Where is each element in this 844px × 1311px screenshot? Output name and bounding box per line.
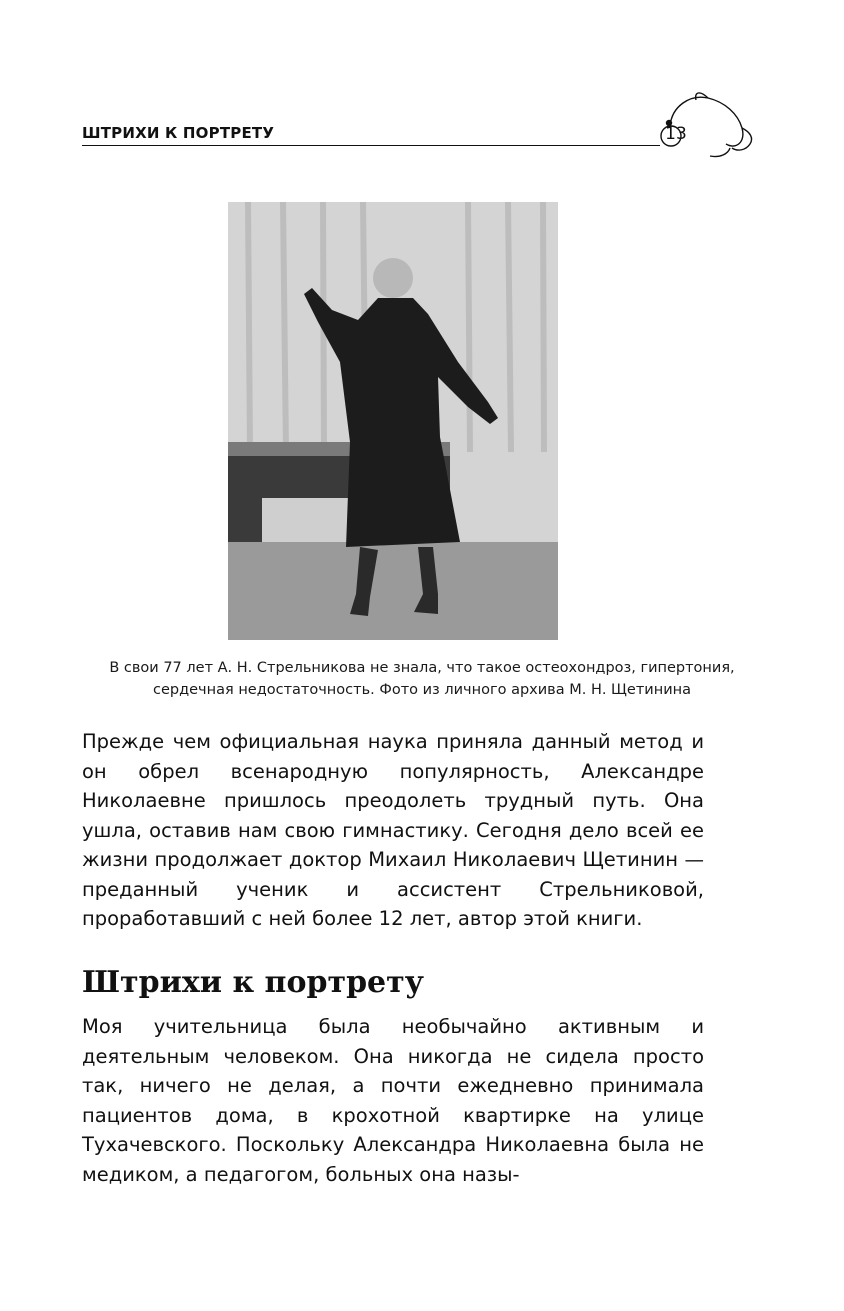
page-number: 13 <box>665 124 687 144</box>
body-paragraph-2: Моя учительница была необычайно активным и деятельным человеком. Она никогда не сидела просто так, ничего не делая, а почти ежедневно принимала пациентов дома, в крохотной квартирке на улице Тухачевского. Поскольку Александра Николаевна была не медиком, а педагогом, больных она назы- <box>82 1015 704 1186</box>
body-paragraph-1: Прежде чем официальная наука приняла данный метод и он обрел всенародную популярность, Александре Николаевне пришлось преодолеть трудный путь. Она ушла, оставив нам свою гимнастику. Сегодня дело всей ее жизни продолжает доктор Михаил Николаевич Щетинин — преданный ученик и ассистент Стрельниковой, проработавший с ней более 12 лет, автор этой книги. <box>82 730 704 930</box>
figure-caption <box>70 657 774 701</box>
running-head-title: ШТРИХИ К ПОРТРЕТУ <box>82 124 275 142</box>
caption-line-1: В свои 77 лет А. Н. Стрельникова не знала, что такое остеохондроз, гипертония, <box>109 660 735 676</box>
photo-image <box>228 202 558 640</box>
header-rule <box>82 145 660 146</box>
caption-line-2: сердечная недостаточность. Фото из личного архива М. Н. Щетинина <box>153 682 691 698</box>
section-heading: Штрихи к портрету <box>82 965 424 1000</box>
